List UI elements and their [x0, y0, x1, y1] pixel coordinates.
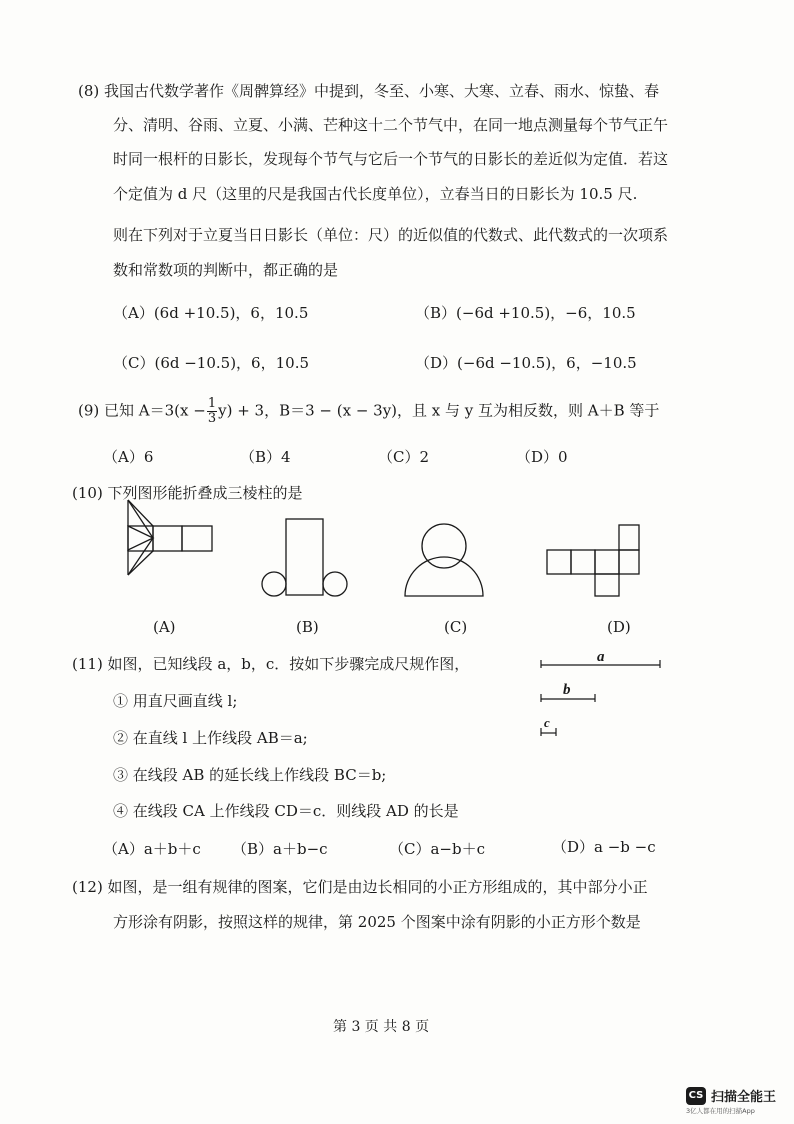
q11-option-d: （D）a −b −c — [552, 838, 656, 856]
q11-option-c: （C）a−b＋c — [389, 840, 485, 858]
figure-c-label: (C) — [444, 618, 468, 636]
scanner-app-name: 扫描全能王 — [711, 1090, 777, 1105]
q9-frac-num: 1 — [207, 396, 217, 411]
scanner-logo-icon: CS — [686, 1087, 706, 1105]
q11-step-2: ② 在直线 l 上作线段 AB＝a; — [113, 729, 308, 747]
q11-option-b: （B）a＋b−c — [232, 840, 328, 858]
q11-step-1: ① 用直尺画直线 l; — [113, 692, 238, 710]
q10-stem: (10) 下列图形能折叠成三棱柱的是 — [72, 484, 303, 502]
q12-line-1: (12) 如图，是一组有规律的图案，它们是由边长相同的小正方形组成的，其中部分小正 — [72, 878, 648, 896]
q9-option-a: （A）6 — [103, 448, 154, 466]
segment-b-label: b — [563, 682, 571, 698]
segment-a-label: a — [597, 649, 605, 665]
q9-option-c: （C）2 — [378, 448, 430, 466]
q8-line-3: 时同一根杆的日影长，发现每个节气与它后一个节气的日影长的差近似为定值．若这 — [113, 150, 669, 168]
q9-prefix: (9) 已知 A＝3(x − — [78, 401, 206, 420]
figure-a-label: (A) — [153, 618, 176, 636]
scanner-app-tagline: 3亿人都在用的扫描App — [686, 1107, 755, 1115]
q11-step-3: ③ 在线段 AB 的延长线上作线段 BC＝b; — [113, 766, 387, 784]
figure-d-label: (D) — [607, 618, 631, 636]
q9-suffix: y) + 3，B＝3 − (x − 3y)，且 x 与 y 互为相反数，则 A＋B 等于 — [218, 401, 660, 420]
q8-line-1: (8) 我国古代数学著作《周髀算经》中提到，冬至、小寒、大寒、立春、雨水、惊蛰、春 — [78, 82, 660, 100]
q8-line-2: 分、清明、谷雨、立夏、小满、芒种这十二个节气中，在同一地点测量每个节气正午 — [113, 116, 669, 134]
q9-option-d: （D）0 — [516, 448, 568, 466]
segment-c-label: c — [544, 715, 550, 730]
page-number: 第 3 页 共 8 页 — [333, 1019, 430, 1035]
q8-option-b: （B）(−6d +10.5)，−6，10.5 — [415, 304, 636, 322]
q8-option-d: （D）(−6d −10.5)，6，−10.5 — [415, 354, 637, 372]
q11-option-a: （A）a＋b＋c — [103, 840, 201, 858]
q9-option-b: （B）4 — [240, 448, 291, 466]
q11-stem: (11) 如图，已知线段 a，b，c．按如下步骤完成尺规作图， — [72, 655, 470, 673]
q8-line-4: 个定值为 d 尺（这里的尺是我国古代长度单位），立春当日的日影长为 10.5 尺. — [113, 185, 638, 203]
q11-step-4: ④ 在线段 CA 上作线段 CD＝c．则线段 AD 的长是 — [113, 802, 459, 820]
q9-frac-den: 3 — [207, 411, 217, 426]
figure-b-label: (B) — [296, 618, 319, 636]
q12-line-2: 方形涂有阴影，按照这样的规律，第 2025 个图案中涂有阴影的小正方形个数是 — [113, 913, 641, 931]
q8-option-a: （A）(6d +10.5)，6，10.5 — [113, 304, 309, 322]
q8-line-5: 则在下列对于立夏当日日影长（单位：尺）的近似值的代数式、此代数式的一次项系 — [113, 226, 669, 244]
q8-option-c: （C）(6d −10.5)，6，10.5 — [113, 354, 310, 372]
q8-line-6: 数和常数项的判断中，都正确的是 — [113, 261, 339, 279]
